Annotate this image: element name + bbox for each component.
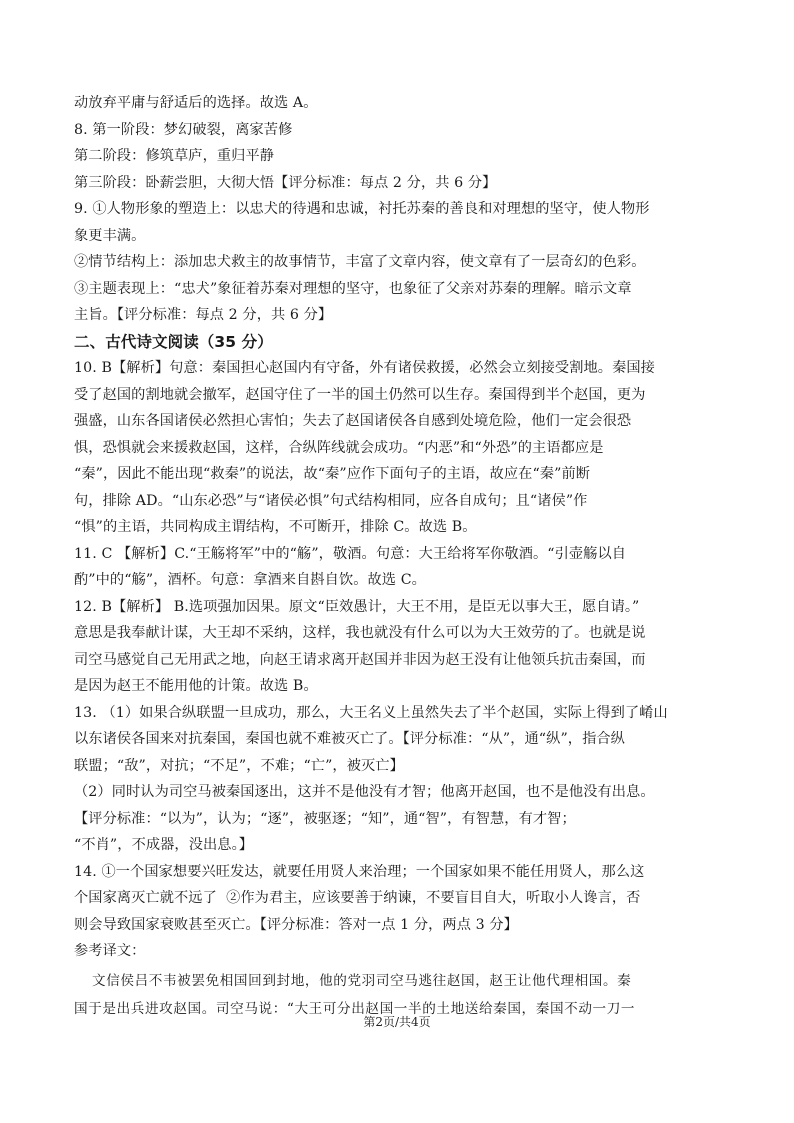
text-line: 强盛，山东各国诸侯必然担心害怕；失去了赵国诸侯各自感到处境危险，他们一定会很恐 [74,413,632,429]
text-line: 9. ①人物形象的塑造上：以忠犬的待遇和忠诚，衬托苏秦的善良和对理想的坚守，使人物形 [74,201,650,217]
text-line: 以东诸侯各国来对抗秦国，秦国也就不难被灭亡了。【评分标准：“从”，通“纵”，指合纵 [74,731,625,747]
text-line: 是因为赵王不能用他的计策。故选 B。 [74,678,318,694]
text-line: 12. B【解析】 B.选项强加因果。原文“臣效愚计，大王不用，是臣无以事大王，愿自请。” [74,598,640,615]
translation-line: 文信侯吕不韦被罢免相国回到封地，他的党羽司空马逃往赵国，赵王让他代理相国。秦 [92,972,632,989]
text-line: 司空马感觉自己无用武之地，向赵王请求离开赵国并非因为赵王没有让他领兵抗击秦国，而 [74,651,646,668]
answer-content [74,90,722,1023]
text-line: “惧”的主语，共同构成主谓结构，不可断开，排除 C。故选 B。 [74,519,477,535]
page-number: 第2页/共4页 [363,1015,431,1029]
text-line: （2）同时认为司空马被秦国逐出，这并不是他没有才智；他离开赵国，也不是他没有出息。 [74,784,655,800]
text-line: 惧，恐惧就会来援救赵国，这样，合纵阵线就会成功。“内恶”和“外恐”的主语都应是 [74,439,604,456]
text-line: 则会导致国家衰败甚至灭亡。【评分标准：答对一点 1 分，两点 3 分】 [74,916,518,933]
text-line: 11. C 【解析】C.“王觞将军”中的“觞”，敬酒。句意：大王给将军你敬酒。“引壶觞以自 [74,545,627,562]
text-line: 14. ①一个国家想要兴旺发达，就要任用贤人来治理；一个国家如果不能任用贤人，那么这 [74,863,645,880]
text-line: 主旨。【评分标准：每点 2 分，共 6 分】 [74,307,333,323]
translation-line: 国于是出兵进攻赵国。司空马说：“大王可分出赵国一半的土地送给秦国，秦国不动一刀一 [74,1000,636,1017]
section-heading: 二、古代诗文阅读（35 分） [74,332,273,351]
text-line: “秦”，因此不能出现“救秦”的说法，故“秦”应作下面句子的主语，故应在“秦”前断 [74,466,591,482]
text-line: 象更丰满。 [74,227,146,244]
text-line: 第二阶段：修筑草庐，重归平静 [74,148,275,164]
text-line: ③主题表现上：“忠犬”象征着苏秦对理想的坚守，也象征了父亲对苏秦的理解。暗示文章 [74,280,632,297]
text-line: 受了赵国的割地就会撤军，赵国守住了一半的国土仍然可以生存。秦国得到半个赵国，更为 [74,386,646,403]
text-line: 个国家离灭亡就不远了 ②作为君主，应该要善于纳谏，不要盲目自大，听取小人谗言，否 [74,890,641,906]
text-line: 联盟；“敌”，对抗；“不足”，不难；“亡”，被灭亡】 [74,757,404,774]
text-line: 10. B【解析】句意：秦国担心赵国内有守备，外有诸侯救援，必然会立刻接受割地。秦国接 [74,360,655,376]
text-line: 8. 第一阶段：梦幻破裂，离家苦修 [74,121,293,138]
text-line: 第三阶段：卧薪尝胆，大彻大悟【评分标准：每点 2 分，共 6 分】 [74,174,497,191]
text-line: 13. （1）如果合纵联盟一旦成功，那么，大王名义上虽然失去了半个赵国，实际上得到了崤山 [74,704,668,721]
translation-label: 参考译文： [74,943,146,959]
text-line: 动放弃平庸与舒适后的选择。故选 A。 [74,95,318,111]
text-line: ②情节结构上：添加忠犬救主的故事情节，丰富了文章内容，使文章有了一层奇幻的色彩。 [74,254,646,270]
text-line: 句，排除 AD。“山东必恐”与“诸侯必惧”句式结构相同，应各自成句；且“诸侯”作 [74,492,588,509]
text-line: 【评分标准：“以为”，认为；“逐”，被驱逐；“知”，通“智”，有智慧，有才智； [74,810,576,827]
text-line: 意思是我奉献计谋，大王却不采纳，这样，我也就没有什么可以为大王效劳的了。也就是说 [74,625,646,641]
text-line: “不肖”，不成器，没出息。】 [74,837,254,853]
text-line: 酌”中的“觞”，酒杯。句意：拿酒来自斟自饮。故选 C。 [74,572,426,588]
